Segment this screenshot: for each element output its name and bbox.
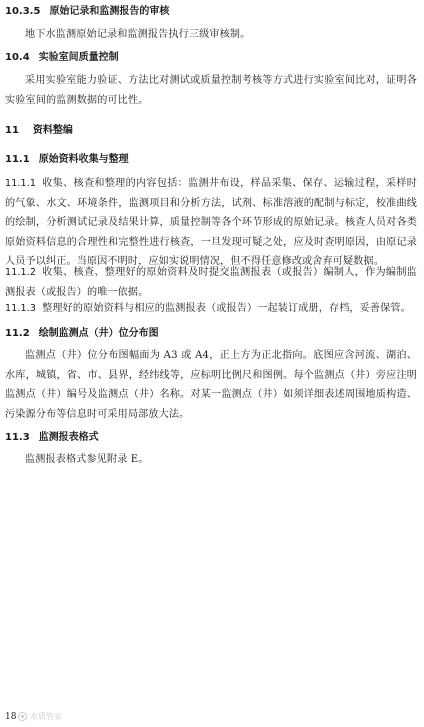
clause-11-1-3 <box>5 299 417 319</box>
clause-text: 整理好的原始资料与相应的监测报表（或报告）一起装订成册，存档，妥善保管。 <box>42 303 411 314</box>
watermark <box>18 711 62 722</box>
paragraph-11-3: 监测报表格式参见附录 E。 <box>25 454 149 465</box>
clause-11-1-1 <box>5 174 417 272</box>
section-number: 10.3.5 <box>5 6 41 17</box>
section-heading-11-2 <box>5 327 159 341</box>
clause-11-1-2 <box>5 263 417 302</box>
paragraph-10-3-5: 地下水监测原始记录和监测报告执行三级审核制。 <box>25 29 251 40</box>
section-heading-10-3-5 <box>5 5 169 19</box>
section-heading-11-1 <box>5 153 129 167</box>
clause-number: 11.1.3 <box>5 303 37 314</box>
section-title: 绘制监测点（井）位分布图 <box>38 328 159 339</box>
chapter-number: 11 <box>5 125 19 136</box>
watermark-logo-icon <box>18 712 27 721</box>
paragraph-11-2: 监测点（井）位分布图幅面为 A3 或 A4，正上方为正北指向。底图应含河流、湖泊、水库，城镇，省、市、县界，经纬线等，应标明比例尺和图例。每个监测点（井）旁应注明监测点（井）编号及监测点（井）名称。对某一监测点（井）如须详细表述周围地质构造、污染源分布等信息时可采用局部放大法。 <box>5 350 417 420</box>
clause-number: 11.1.1 <box>5 178 37 189</box>
paragraph-10-4: 采用实验室能力验证、方法比对测试或质量控制考核等方式进行实验室间比对，证明各实验室间的监测数据的可比性。 <box>5 75 417 106</box>
section-number: 11.1 <box>5 154 30 165</box>
section-heading-10-4 <box>5 51 119 65</box>
clause-text: 收集、核查、整理好的原始资料及时提交监测报表（或报告）编制人，作为编制监测报表（或报告）的唯一依据。 <box>5 267 417 298</box>
section-number: 11.2 <box>5 328 30 339</box>
section-title: 监测报表格式 <box>38 432 99 443</box>
section-heading-11-3 <box>5 431 99 445</box>
chapter-title: 资料整编 <box>32 125 73 136</box>
clause-text: 收集、核查和整理的内容包括：监测井布设，样品采集、保存、运输过程，采样时的气象、水文、环境条件，监测项目和分析方法，试剂、标准溶液的配制与标定，校准曲线的绘制，分析测试记录及结果计算，质量控制等各个环节形成的原始记录。核查人员对各类原始资料信息的合理性和完整性进行核查，一旦发现可疑之处，应及时查明原因，由原记录人员予以纠正。当原因不明时，应如实说明情况，但不得任意修改或舍弃可疑数据。 <box>5 178 417 268</box>
section-title: 原始记录和监测报告的审核 <box>49 6 170 17</box>
section-number: 11.3 <box>5 432 30 443</box>
watermark-text: 水质管家 <box>30 712 62 721</box>
section-number: 10.4 <box>5 52 30 63</box>
section-title: 实验室间质量控制 <box>38 52 119 63</box>
page-number: 18 <box>5 712 17 722</box>
chapter-heading-11 <box>5 124 73 138</box>
section-title: 原始资料收集与整理 <box>38 154 129 165</box>
clause-number: 11.1.2 <box>5 267 37 278</box>
